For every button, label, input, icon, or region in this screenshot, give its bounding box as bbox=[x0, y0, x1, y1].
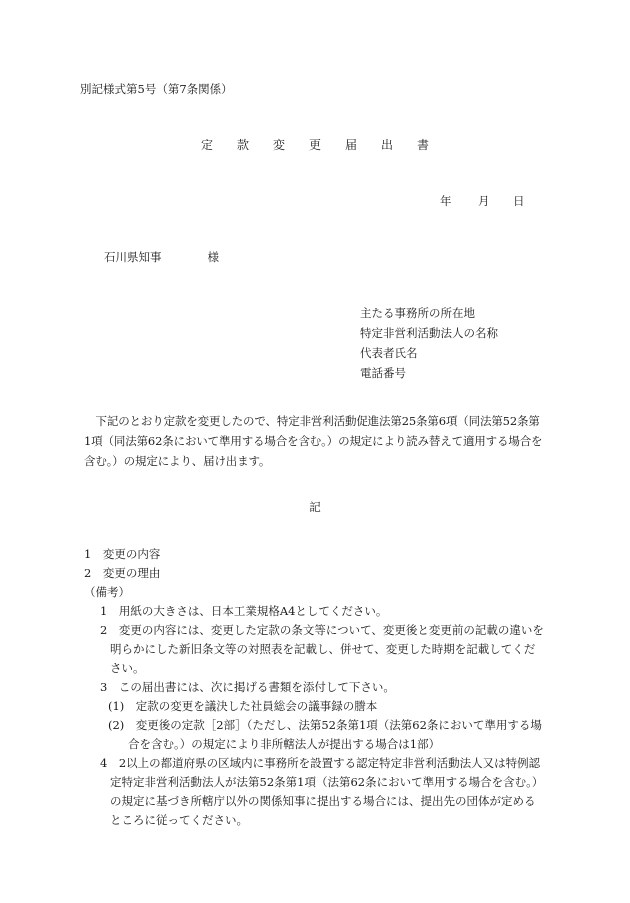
sub-item: (1) 定款の変更を議決した社員総会の議事録の謄本 bbox=[108, 699, 378, 713]
note-item: 2 変更の内容には、変更した定款の条文等について、変更後と変更前の記載の違いを明らかにした新旧条文等の対照表を記載し、併せて、変更した時期を記載してください。 bbox=[100, 623, 544, 675]
addressee bbox=[104, 249, 219, 265]
applicant-address-label: 主たる事務所の所在地 bbox=[360, 306, 475, 320]
note-item: 3 この届出書には、次に掲げる書類を添付して下さい。 bbox=[100, 680, 395, 694]
applicant-block bbox=[360, 303, 498, 383]
date-year-label: 年 bbox=[440, 194, 452, 208]
document-title bbox=[0, 136, 630, 153]
title-char: 出 bbox=[381, 138, 394, 152]
date-day-label: 日 bbox=[513, 194, 525, 208]
title-char: 書 bbox=[417, 138, 430, 152]
applicant-representative-label: 代表者氏名 bbox=[360, 346, 418, 360]
date-month-label: 月 bbox=[478, 194, 490, 208]
title-char: 変 bbox=[272, 138, 285, 152]
body-paragraph: 下記のとおり定款を変更したので、特定非営利活動促進法第25条第6項（同法第52条第1項（同法第62条において準用する場合を含む。）の規定により読み替えて適用する場合を含む。）の規定により、届け出ます。 bbox=[84, 414, 543, 468]
applicant-phone-label: 電話番号 bbox=[360, 366, 406, 380]
title-char: 更 bbox=[308, 138, 321, 152]
addressee-honorific: 様 bbox=[207, 250, 219, 264]
item-change-reason: 2 変更の理由 bbox=[84, 566, 161, 580]
note-item: 1 用紙の大きさは、日本工業規格A4としてください。 bbox=[100, 604, 388, 618]
ki-heading: 記 bbox=[309, 500, 321, 514]
title-char: 款 bbox=[236, 138, 249, 152]
item-change-content: 1 変更の内容 bbox=[84, 547, 161, 561]
notes-header: （備考） bbox=[84, 585, 130, 599]
sub-item: (2) 変更後の定款［2部］（ただし、法第52条第1項（法第62条において準用する場合を含む。）の規定により非所轄法人が提出する場合は1部） bbox=[108, 718, 542, 751]
applicant-org-name-label: 特定非営利活動法人の名称 bbox=[360, 326, 498, 340]
form-number: 別記様式第5号（第7条関係） bbox=[80, 82, 233, 96]
title-char: 定 bbox=[200, 138, 213, 152]
title-char: 届 bbox=[345, 138, 358, 152]
note-item: 4 2以上の都道府県の区域内に事務所を設置する認定特定非営利活動法人又は特例認定特定非営利活動法人が法第52条第1項（法第62条において準用する場合を含む。）の規定に基づき所轄庁以外の関係知事に提出する場合には、提出先の団体が定めるところに従ってください。 bbox=[100, 756, 544, 827]
items-section bbox=[84, 545, 544, 830]
addressee-name: 石川県知事 bbox=[104, 250, 162, 264]
